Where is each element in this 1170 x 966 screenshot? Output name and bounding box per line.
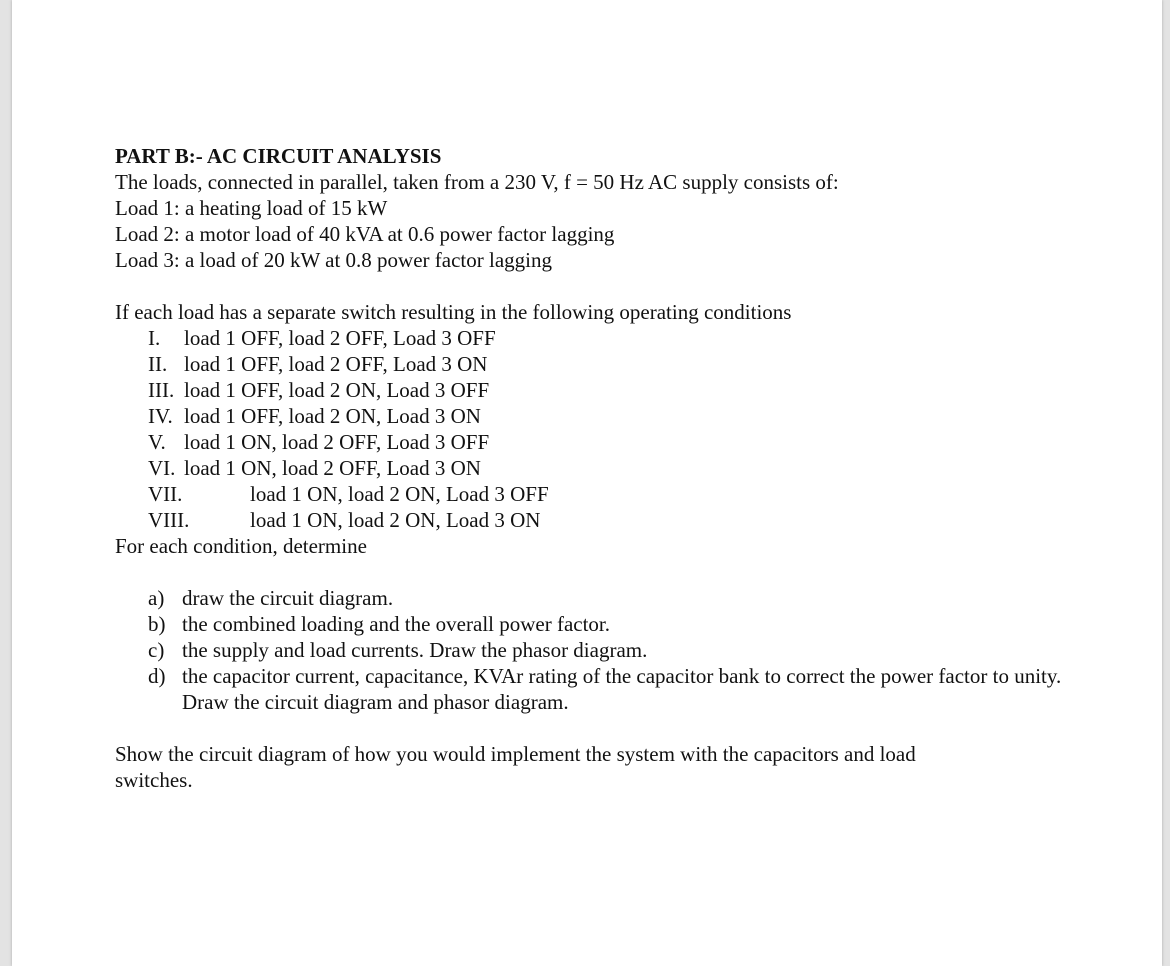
task-label: c) — [148, 638, 165, 662]
condition-item — [115, 455, 1075, 481]
condition-item — [115, 429, 1075, 455]
condition-number: II. — [148, 352, 168, 376]
condition-text: load 1 OFF, load 2 ON, Load 3 OFF — [184, 378, 490, 402]
condition-text: load 1 ON, load 2 OFF, Load 3 ON — [184, 456, 481, 480]
condition-text: load 1 ON, load 2 OFF, Load 3 OFF — [184, 430, 490, 454]
task-item — [115, 637, 1075, 663]
condition-number: V. — [148, 430, 166, 454]
task-text: the combined loading and the overall power factor. — [182, 612, 611, 636]
conditions-intro: If each load has a separate switch resulting in the following operating conditions — [115, 300, 792, 324]
document-content — [115, 143, 1075, 793]
conditions-list — [115, 325, 1075, 533]
task-text: draw the circuit diagram. — [182, 586, 394, 610]
load-3-description: Load 3: a load of 20 kW at 0.8 power factor lagging — [115, 248, 552, 272]
task-label: a) — [148, 586, 165, 610]
condition-number: VIII. — [148, 508, 190, 532]
spacer — [115, 559, 1075, 585]
task-item — [115, 611, 1075, 637]
condition-item — [115, 403, 1075, 429]
condition-text: load 1 OFF, load 2 ON, Load 3 ON — [184, 404, 481, 428]
section-title: PART B:- AC CIRCUIT ANALYSIS — [115, 144, 442, 168]
task-label: b) — [148, 612, 166, 636]
determine-intro: For each condition, determine — [115, 534, 367, 558]
condition-number: VII. — [148, 482, 183, 506]
intro-line: The loads, connected in parallel, taken from a 230 V, f = 50 Hz AC supply consists of: — [115, 170, 839, 194]
document-page — [12, 0, 1162, 966]
task-label: d) — [148, 664, 166, 688]
load-2-description: Load 2: a motor load of 40 kVA at 0.6 power factor lagging — [115, 222, 615, 246]
condition-text: load 1 OFF, load 2 OFF, Load 3 OFF — [184, 326, 496, 350]
load-1-description: Load 1: a heating load of 15 kW — [115, 196, 388, 220]
condition-number: VI. — [148, 456, 176, 480]
condition-text: load 1 ON, load 2 ON, Load 3 OFF — [250, 482, 549, 506]
task-item — [115, 663, 1075, 715]
task-item — [115, 585, 1075, 611]
condition-text: load 1 OFF, load 2 OFF, Load 3 ON — [184, 352, 488, 376]
condition-number: III. — [148, 378, 175, 402]
task-text: the capacitor current, capacitance, KVAr rating of the capacitor bank to correct the power factor to unity. Draw the circuit diagram and phasor diagram. — [182, 664, 1062, 714]
condition-text: load 1 ON, load 2 ON, Load 3 ON — [250, 508, 541, 532]
spacer — [115, 273, 1075, 299]
condition-item — [115, 351, 1075, 377]
condition-item — [115, 377, 1075, 403]
condition-number: I. — [148, 326, 161, 350]
tasks-list — [115, 585, 1075, 715]
task-text: the supply and load currents. Draw the phasor diagram. — [182, 638, 648, 662]
closing-paragraph: Show the circuit diagram of how you would implement the system with the capacitors and load switches. — [115, 742, 916, 792]
condition-item — [115, 507, 1075, 533]
condition-item — [115, 325, 1075, 351]
condition-item — [115, 481, 1075, 507]
spacer — [115, 715, 1075, 741]
condition-number: IV. — [148, 404, 173, 428]
